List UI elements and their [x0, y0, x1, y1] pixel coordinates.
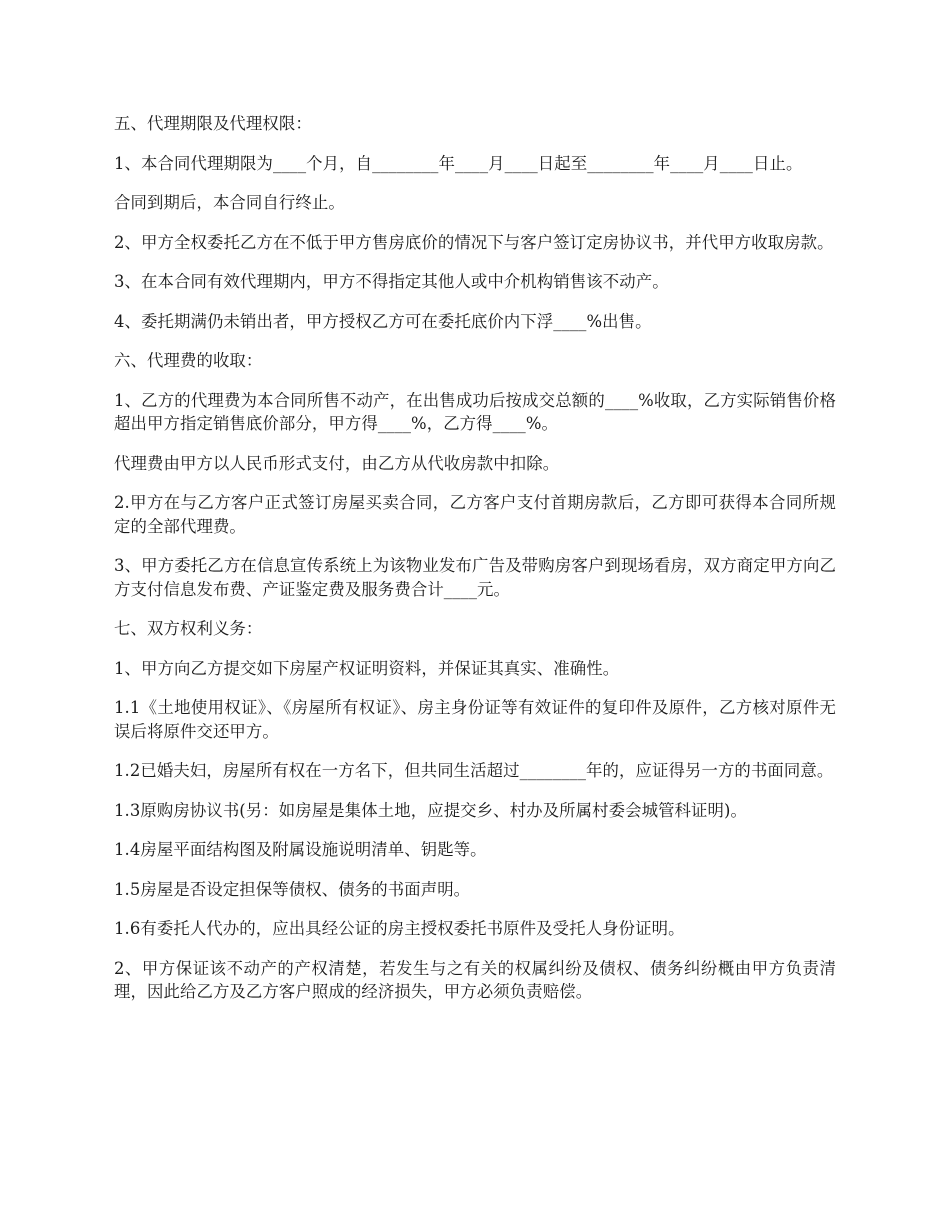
clause-6-3: 3、甲方委托乙方在信息宣传系统上为该物业发布广告及带购房客户到现场看房，双方商定甲方向乙方支付信息发布费、产证鉴定费及服务费合计____元。 — [114, 556, 836, 599]
clause-5-2: 2、甲方全权委托乙方在不低于甲方售房底价的情况下与客户签订定房协议书，并代甲方收取房款。 — [114, 232, 834, 252]
clause-7-1-1: 1.1《土地使用权证》、《房屋所有权证》、房主身份证等有效证件的复印件及原件，乙方核对原件无误后将原件交还甲方。 — [114, 698, 836, 741]
clause-6-1-note: 代理费由甲方以人民币形式支付，由乙方从代收房款中扣除。 — [114, 453, 560, 473]
clause-7-1-3: 1.3原购房协议书(另：如房屋是集体土地，应提交乡、村办及所属村委会城管科证明)。 — [114, 800, 748, 820]
clause-7-1-5: 1.5房屋是否设定担保等债权、债务的书面声明。 — [114, 879, 471, 899]
clause-6-2: 2.甲方在与乙方客户正式签订房屋买卖合同，乙方客户支付首期房款后，乙方即可获得本合同所规定的全部代理费。 — [114, 493, 836, 536]
clause-7-2: 2、甲方保证该不动产的产权清楚，若发生与之有关的权属纠纷及债权、债务纠纷概由甲方负责清理，因此给乙方及乙方客户照成的经济损失，甲方必须负责赔偿。 — [114, 958, 836, 1001]
clause-6-1: 1、乙方的代理费为本合同所售不动产，在出售成功后按成交总额的____%收取，乙方实际销售价格超出甲方指定销售底价部分，甲方得____%，乙方得____%。 — [114, 390, 836, 433]
document-body — [114, 112, 836, 1020]
clause-5-1-note: 合同到期后，本合同自行终止。 — [114, 193, 345, 212]
clause-5-3: 3、在本合同有效代理期内，甲方不得指定其他人或中介机构销售该不动产。 — [114, 272, 669, 291]
section-heading-6: 六、代理费的收取： — [114, 351, 263, 370]
clause-5-4: 4、委托期满仍未销出者，甲方授权乙方可在委托底价内下浮____%出售。 — [114, 311, 652, 331]
section-heading-7: 七、双方权利义务： — [114, 619, 263, 638]
clause-7-1-4: 1.4房屋平面结构图及附属设施说明清单、钥匙等。 — [114, 840, 487, 859]
clause-7-1-2: 1.2已婚夫妇，房屋所有权在一方名下，但共同生活超过________年的，应证得另一方的书面同意。 — [114, 761, 834, 780]
section-heading-5: 五、代理期限及代理权限： — [114, 114, 312, 133]
clause-7-1: 1、甲方向乙方提交如下房屋产权证明资料，并保证其真实、准确性。 — [114, 658, 620, 678]
clause-5-1: 1、本合同代理期限为____个月，自________年____月____日起至________年____月____日止。 — [114, 153, 803, 173]
clause-7-1-6: 1.6有委托人代办的，应出具经公证的房主授权委托书原件及受托人身份证明。 — [114, 919, 685, 938]
